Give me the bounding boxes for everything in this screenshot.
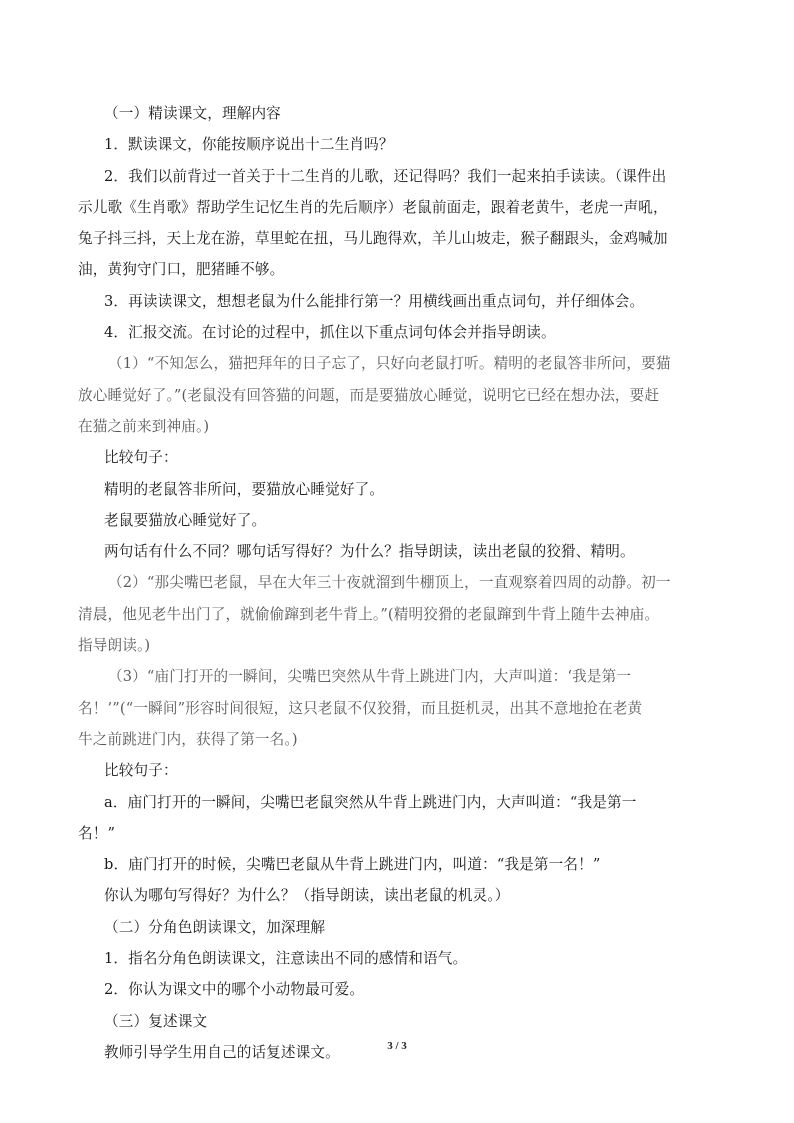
paragraph: 两句话有什么不同？哪句话写得好？为什么？指导朗读，读出老鼠的狡猾、精明。 (104, 543, 635, 561)
quote-continuation: 清晨，他见老牛出门了，就偷偷蹿到老牛背上。”(精明狡猾的老鼠蹿到牛背上随牛去神庙。 (78, 605, 660, 623)
paragraph-continuation: 兔子抖三抖，天上龙在游，草里蛇在扭，马儿跑得欢，羊儿山坡走，猴子翻跟头，金鸡喊加 (78, 230, 668, 248)
paragraph: 4．汇报交流。在讨论的过程中，抓住以下重点词句体会并指导朗读。 (104, 324, 556, 342)
paragraph-continuation: 油，黄狗守门口，肥猪睡不够。 (78, 261, 285, 279)
quote-continuation: 牛之前跳进门内，获得了第一名。) (78, 730, 298, 748)
paragraph-continuation: 示儿歌《生肖歌》帮助学生记忆生肖的先后顺序）老鼠前面走，跟着老黄牛，老虎一声吼， (78, 198, 668, 216)
quote-paragraph: （1）“不知怎么，猫把拜年的日子忘了，只好向老鼠打听。精明的老鼠答非所问，要猫 (108, 355, 671, 373)
section-heading: （二）分角色朗读课文，加深理解 (104, 918, 326, 936)
paragraph: 你认为哪句写得好？为什么？（指导朗读，读出老鼠的机灵。） (104, 887, 510, 905)
paragraph: 2．我们以前背过一首关于十二生肖的儿歌，还记得吗？我们一起来拍手读读。（课件出 (104, 167, 667, 185)
paragraph: 3．再读读课文，想想老鼠为什么能排行第一？用横线画出重点词句，并仔细体会。 (104, 292, 645, 310)
compare-sentence: 老鼠要猫放心睡觉好了。 (104, 511, 267, 529)
section-heading: （三）复述课文 (104, 1012, 208, 1030)
compare-label: 比较句子： (104, 449, 178, 467)
lesson-body (78, 98, 694, 1068)
compare-label: 比较句子： (104, 762, 178, 780)
compare-sentence: 精明的老鼠答非所问，要猫放心睡觉好了。 (104, 480, 385, 498)
quote-continuation: 在猫之前来到神庙。) (78, 417, 210, 435)
quote-continuation: 放心睡觉好了。”(老鼠没有回答猫的问题，而是要猫放心睡觉，说明它已经在想办法，要赶 (78, 386, 660, 404)
quote-paragraph: （3）“庙门打开的一瞬间，尖嘴巴突然从牛背上跳进门内，大声叫道：‘我是第一 (108, 668, 632, 686)
paragraph: 2．你认为课文中的哪个小动物最可爱。 (104, 981, 365, 999)
quote-continuation: 名！’”(“一瞬间”形容时间很短，这只老鼠不仅狡猾，而且挺机灵，出其不意地抢在老黄 (78, 699, 643, 717)
compare-sentence: b．庙门打开的时候，尖嘴巴老鼠从牛背上跳进门内，叫道：“我是第一名！” (104, 856, 601, 874)
compare-sentence: a．庙门打开的一瞬间，尖嘴巴老鼠突然从牛背上跳进门内，大声叫道：“我是第一 (104, 793, 637, 811)
page-number: 3 / 3 (387, 1040, 407, 1052)
paragraph: 1．默读课文，你能按顺序说出十二生肖吗？ (104, 136, 394, 154)
compare-sentence-continuation: 名！” (78, 824, 116, 842)
section-heading: （一）精读课文，理解内容 (104, 105, 281, 122)
quote-continuation: 指导朗读。) (78, 637, 151, 655)
quote-paragraph: （2）“那尖嘴巴老鼠，早在大年三十夜就溜到牛棚顶上，一直观察着四周的动静。初一 (108, 574, 671, 592)
paragraph: 1．指名分角色朗读课文，注意读出不同的感情和语气。 (104, 950, 468, 968)
paragraph: 教师引导学生用自己的话复述课文。 (104, 1043, 340, 1061)
